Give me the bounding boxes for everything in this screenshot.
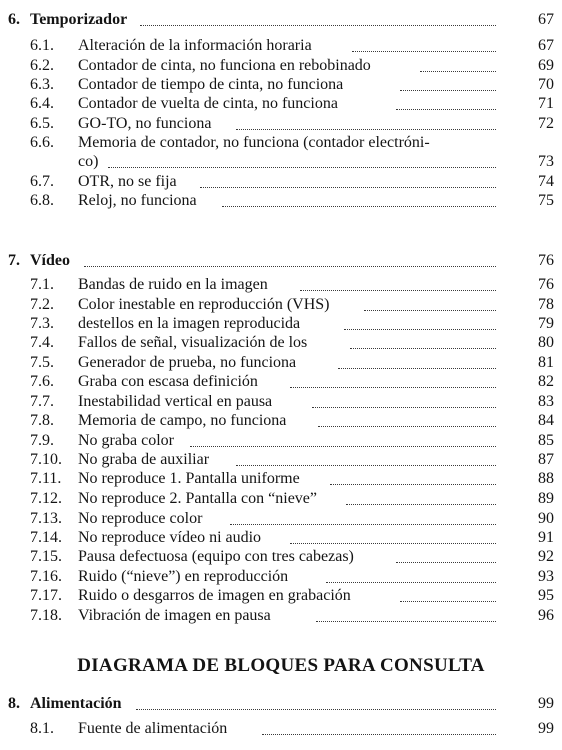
dot-leader: [364, 310, 496, 311]
toc-entry-7-17: [0, 586, 562, 606]
dot-leader: [300, 290, 496, 291]
entry-title: No reproduce 2. Pantalla con “nieve”: [78, 490, 318, 507]
dot-leader: [312, 407, 496, 408]
toc-entry-7-2: [0, 295, 562, 315]
section-7-row: [0, 251, 562, 271]
toc-entry-6-4: [0, 94, 562, 114]
dot-leader: [222, 206, 496, 207]
entry-title: Contador de vuelta de cinta, no funciona: [78, 95, 338, 112]
entry-number: 7.15.: [30, 548, 62, 565]
page-number: 96: [538, 607, 554, 624]
dot-leader: [346, 504, 496, 505]
entry-title: Color inestable en reproducción (VHS): [78, 296, 330, 313]
section-title: Alimentación: [30, 695, 122, 712]
page-number: 72: [538, 115, 554, 132]
dot-leader: [352, 51, 496, 52]
page-number: 73: [538, 153, 554, 170]
toc-entry-7-5: [0, 353, 562, 373]
page-number: 84: [538, 412, 554, 429]
entry-title: Fallos de señal, visualización de los: [78, 334, 308, 351]
section-number: 8.: [8, 695, 20, 712]
page-number: 78: [538, 296, 554, 313]
section-number: 7.: [8, 252, 20, 269]
entry-title: Ruido o desgarros de imagen en grabación: [78, 587, 351, 604]
entry-number: 7.3.: [30, 315, 54, 332]
page-number: 79: [538, 315, 554, 332]
page-number: 81: [538, 354, 554, 371]
toc-entry-6-6: [0, 133, 562, 153]
entry-title: Reloj, no funciona: [78, 192, 197, 209]
page-number: 83: [538, 393, 554, 410]
page-number: 87: [538, 451, 554, 468]
page-number: 70: [538, 76, 554, 93]
dot-leader: [344, 329, 496, 330]
dot-leader: [396, 109, 496, 110]
page-number: 75: [538, 192, 554, 209]
entry-title: Contador de tiempo de cinta, no funciona: [78, 76, 344, 93]
entry-title: Bandas de ruido en la imagen: [78, 276, 268, 293]
dot-leader: [236, 129, 496, 130]
page-number: 76: [538, 276, 554, 293]
page-number: 76: [538, 252, 554, 269]
entry-title: OTR, no se fija: [78, 173, 177, 190]
toc-entry-8-1: [0, 719, 562, 739]
entry-title: Inestabilidad vertical en pausa: [78, 393, 273, 410]
toc-entry-7-7: [0, 392, 562, 412]
entry-title: Fuente de alimentación: [78, 720, 228, 737]
entry-title: No reproduce 1. Pantalla uniforme: [78, 470, 300, 487]
entry-number: 7.17.: [30, 587, 62, 604]
toc-entry-7-13: [0, 509, 562, 529]
entry-title: No reproduce color: [78, 510, 203, 527]
entry-title: Ruido (“nieve”) en reproducción: [78, 568, 289, 585]
entry-number: 6.8.: [30, 192, 54, 209]
dot-leader: [330, 484, 496, 485]
toc-entry-7-6: [0, 372, 562, 392]
page-number: 99: [538, 720, 554, 737]
entry-number: 6.5.: [30, 115, 54, 132]
dot-leader: [262, 734, 496, 735]
section-8-row: [0, 694, 562, 714]
entry-number: 6.4.: [30, 95, 54, 112]
entry-number: 7.18.: [30, 607, 62, 624]
toc-entry-6-8: [0, 191, 562, 211]
dot-leader: [230, 524, 496, 525]
entry-number: 7.13.: [30, 510, 62, 527]
entry-number: 7.5.: [30, 354, 54, 371]
entry-number: 6.2.: [30, 57, 54, 74]
toc-entry-6-2: [0, 56, 562, 76]
entry-title: GO-TO, no funciona: [78, 115, 212, 132]
toc-entry-6-3: [0, 75, 562, 95]
dot-leader: [316, 621, 496, 622]
page-number: 89: [538, 490, 554, 507]
toc-entry-6-1: [0, 36, 562, 56]
entry-title: Vibración de imagen en pausa: [78, 607, 271, 624]
toc-entry-7-18: [0, 606, 562, 626]
entry-number: 7.10.: [30, 451, 62, 468]
page-number: 69: [538, 57, 554, 74]
dot-leader: [338, 368, 496, 369]
section-6-row: [0, 10, 562, 30]
section-title: Temporizador: [30, 11, 128, 28]
toc-entry-7-1: [0, 275, 562, 295]
block-diagram-heading: DIAGRAMA DE BLOQUES PARA CONSULTA: [77, 655, 485, 676]
entry-number: 7.6.: [30, 373, 54, 390]
entry-number: 7.4.: [30, 334, 54, 351]
entry-number: 7.8.: [30, 412, 54, 429]
page-number: 67: [538, 37, 554, 54]
dot-leader: [290, 387, 496, 388]
section-number: 6.: [8, 11, 20, 28]
toc-entry-7-10: [0, 450, 562, 470]
entry-title: No graba de auxiliar: [78, 451, 210, 468]
toc-entry-7-9: [0, 431, 562, 451]
entry-number: 6.6.: [30, 134, 54, 151]
dot-leader: [400, 90, 496, 91]
page-number: 91: [538, 529, 554, 546]
dot-leader: [396, 562, 496, 563]
dot-leader: [290, 543, 496, 544]
entry-number: 6.7.: [30, 173, 54, 190]
entry-number: 7.9.: [30, 432, 54, 449]
entry-number: 7.2.: [30, 296, 54, 313]
page-number: 67: [538, 11, 554, 28]
toc-entry-7-16: [0, 567, 562, 587]
entry-title: No graba color: [78, 432, 174, 449]
dot-leader: [400, 601, 496, 602]
entry-number: 7.7.: [30, 393, 54, 410]
entry-title: No reproduce vídeo ni audio: [78, 529, 262, 546]
entry-number: 8.1.: [30, 720, 54, 737]
entry-title: Pausa defectuosa (equipo con tres cabezas): [78, 548, 354, 565]
page-number: 99: [538, 695, 554, 712]
section-title: Vídeo: [30, 252, 70, 269]
dot-leader: [108, 167, 496, 168]
entry-title-line-2: co): [78, 153, 99, 170]
page-number: 92: [538, 548, 554, 565]
toc-entry-7-12: [0, 489, 562, 509]
entry-title: Contador de cinta, no funciona en rebobinado: [78, 57, 371, 74]
page-number: 93: [538, 568, 554, 585]
entry-number: 7.16.: [30, 568, 62, 585]
entry-number: 7.12.: [30, 490, 62, 507]
entry-number: 7.1.: [30, 276, 54, 293]
toc-entry-7-14: [0, 528, 562, 548]
entry-number: 7.14.: [30, 529, 62, 546]
dot-leader: [318, 426, 496, 427]
page-number: 82: [538, 373, 554, 390]
page-number: 74: [538, 173, 554, 190]
toc-entry-7-4: [0, 333, 562, 353]
toc-entry-6-6-continued: [0, 152, 562, 172]
entry-title: Generador de prueba, no funciona: [78, 354, 297, 371]
entry-title: Graba con escasa definición: [78, 373, 258, 390]
page-number: 88: [538, 470, 554, 487]
toc-entry-7-15: [0, 547, 562, 567]
toc-entry-6-7: [0, 172, 562, 192]
dot-leader: [326, 582, 496, 583]
page-number: 85: [538, 432, 554, 449]
dot-leader: [140, 25, 496, 26]
toc-entry-7-8: [0, 411, 562, 431]
entry-title-line-1: Memoria de contador, no funciona (contador electróni-: [78, 134, 430, 151]
entry-number: 6.1.: [30, 37, 54, 54]
dot-leader: [84, 266, 496, 267]
page-number: 95: [538, 587, 554, 604]
entry-number: 7.11.: [30, 470, 62, 487]
dot-leader: [420, 71, 496, 72]
toc-entry-7-11: [0, 469, 562, 489]
page-number: 90: [538, 510, 554, 527]
entry-number: 6.3.: [30, 76, 54, 93]
toc-entry-6-5: [0, 114, 562, 134]
entry-title: Memoria de campo, no funciona: [78, 412, 287, 429]
toc-entry-7-3: [0, 314, 562, 334]
page-number: 80: [538, 334, 554, 351]
dot-leader: [190, 446, 496, 447]
dot-leader: [236, 465, 496, 466]
entry-title: Alteración de la información horaria: [78, 37, 312, 54]
dot-leader: [350, 348, 496, 349]
dot-leader: [136, 709, 496, 710]
page-number: 71: [538, 95, 554, 112]
dot-leader: [200, 187, 496, 188]
entry-title: destellos en la imagen reproducida: [78, 315, 301, 332]
